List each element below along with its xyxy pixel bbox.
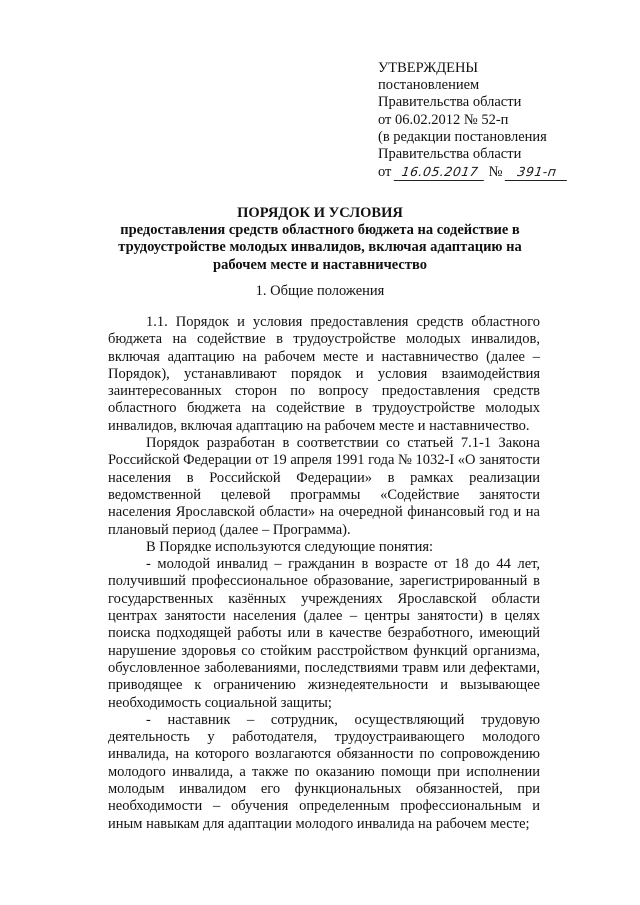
approval-line: Правительства области bbox=[378, 94, 522, 111]
amendment-line bbox=[378, 163, 568, 181]
paragraph: - наставник – сотрудник, осуществляющий трудовую деятельность у работодателя, трудоустраивающего молодого инвалида, на которого возлагаются обязанности по сопровождению молодого инвалида, а также по оказанию помощи при исполнении молодым инвалидом его функциональных обязанностей, при необходимости – обучения определенным профессиональным и иным навыкам для адаптации молодого инвалида на рабочем месте; bbox=[108, 711, 540, 832]
paragraph: Порядок разработан в соответствии со статьей 7.1-1 Закона Российской Федерации от 19 апреля 1991 года № 1032-I «О занятости населения в Российской Федерации» в рамках реализации ведомственной целевой программы «Содействие занятости населения Ярославской области» на очередной финансовый год и на плановый период (далее – Программа). bbox=[108, 435, 541, 538]
approval-line: (в редакции постановления bbox=[378, 128, 547, 145]
number-label: № bbox=[488, 164, 503, 181]
approval-stamp-block bbox=[378, 60, 568, 181]
title-subtitle: предоставления средств областного бюджета на содействие в трудоустройстве молодых инвалидов, включая адаптацию на рабочем месте и наставничество bbox=[118, 222, 522, 273]
handwritten-date: 16.05.2017 bbox=[394, 163, 487, 181]
paragraph: 1.1. Порядок и условия предоставления средств областного бюджета на содействие в трудоустройстве молодых инвалидов, включая адаптацию на рабочем месте и наставничество (далее – Порядок), устанавливают порядок и условия взаимодействия заинтересованных сторон по вопросу предоставления средств областного бюджета на содействие в трудоустройстве молодых инвалидов, включая адаптацию на рабочем месте и наставничество. bbox=[108, 314, 540, 434]
section-heading: 1. Общие положения bbox=[255, 283, 385, 299]
approval-line: Правительства области bbox=[378, 146, 522, 163]
approval-heading: УТВЕРЖДЕНЫ bbox=[378, 60, 479, 76]
paragraph: В Порядке используются следующие понятия: bbox=[146, 538, 434, 555]
paragraph: - молодой инвалид – гражданин в возрасте от 18 до 44 лет, получивший профессиональное образование, зарегистрированный в государственных казённых учреждениях Ярославской области центрах занятости населения (далее – центры занятости) в целях поиска подходящей работы или в качестве безработного, имеющий нарушение здоровья со стойким расстройством функций организма, обусловленное заболеваниями, последствиями травм или дефектами, приводящее к ограничению жизнедеятельности и вызывающее необходимость социальной защиты; bbox=[108, 556, 540, 711]
document-title bbox=[100, 205, 540, 274]
from-label: от bbox=[378, 164, 392, 181]
document-body bbox=[108, 314, 540, 833]
title-main: ПОРЯДОК И УСЛОВИЯ bbox=[237, 205, 403, 221]
approval-line: постановлением bbox=[378, 77, 480, 94]
handwritten-number: 391-п bbox=[505, 163, 570, 181]
approval-line: от 06.02.2012 № 52-п bbox=[378, 111, 509, 128]
